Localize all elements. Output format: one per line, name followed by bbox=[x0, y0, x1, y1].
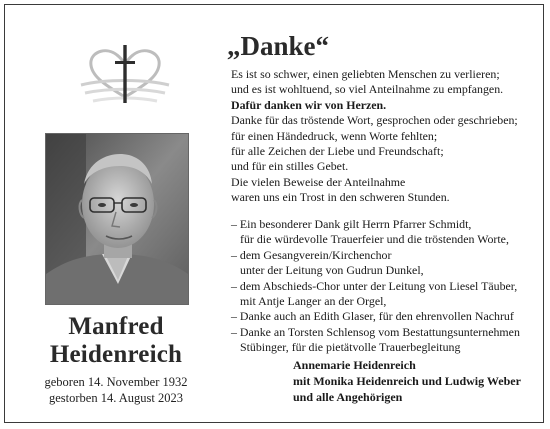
left-column bbox=[5, 5, 227, 422]
text-line: Danke für das tröstende Wort, gesprochen oder geschrieben; bbox=[231, 113, 518, 128]
thanks-text bbox=[231, 67, 541, 206]
list-item: unter der Leitung von Gudrun Dunkel, bbox=[240, 263, 424, 278]
signature-line: und alle Angehörigen bbox=[293, 390, 403, 404]
text-line: waren uns ein Trost in den schweren Stunden. bbox=[231, 190, 450, 205]
portrait-drawing bbox=[46, 134, 188, 304]
deceased-last-name: Heidenreich bbox=[49, 341, 183, 368]
text-line: für alle Zeichen der Liebe und Freundschaft; bbox=[231, 144, 444, 159]
list-item: – dem Abschieds-Chor unter der Leitung von Liesel Täuber, bbox=[231, 278, 518, 293]
signature-line: Annemarie Heidenreich bbox=[293, 358, 416, 372]
text-line: und es ist wohltuend, so viel Anteilnahme zu empfangen. bbox=[231, 82, 504, 97]
list-item: für die würdevolle Trauerfeier und die tröstenden Worte, bbox=[240, 232, 509, 247]
birth-date: geboren 14. November 1932 bbox=[44, 375, 188, 389]
text-line: und für ein stilles Gebet. bbox=[231, 159, 349, 174]
text-line: Dafür danken wir von Herzen. bbox=[231, 97, 387, 112]
list-item: – Danke auch an Edith Glaser, für den ehrenvollen Nachruf bbox=[231, 309, 514, 324]
portrait-photo bbox=[45, 133, 189, 305]
deceased-first-name: Manfred bbox=[68, 313, 164, 340]
page-title: „Danke“ bbox=[227, 31, 330, 61]
list-item: mit Antje Langer an der Orgel, bbox=[240, 294, 387, 309]
right-column bbox=[227, 5, 543, 422]
cross-heart-icon bbox=[75, 41, 175, 111]
signature-line: mit Monika Heidenreich und Ludwig Weber bbox=[293, 374, 521, 388]
list-item: – Ein besonderer Dank gilt Herrn Pfarrer Schmidt, bbox=[231, 217, 472, 231]
thanks-list bbox=[231, 217, 541, 356]
signature-block bbox=[293, 357, 543, 405]
text-line: Die vielen Beweise der Anteilnahme bbox=[231, 174, 406, 189]
text-line: für einen Händedruck, wenn Worte fehlten; bbox=[231, 128, 438, 143]
list-item: Stübinger, für die pietätvolle Trauerbegleitung bbox=[240, 340, 461, 355]
list-item: – dem Gesangverein/Kirchenchor bbox=[231, 247, 392, 262]
text-line: Es ist so schwer, einen geliebten Menschen zu verlieren; bbox=[231, 67, 500, 81]
obituary-card bbox=[4, 4, 544, 423]
death-date: gestorben 14. August 2023 bbox=[48, 391, 184, 405]
list-item: – Danke an Torsten Schlensog vom Bestattungsunternehmen bbox=[231, 324, 520, 339]
